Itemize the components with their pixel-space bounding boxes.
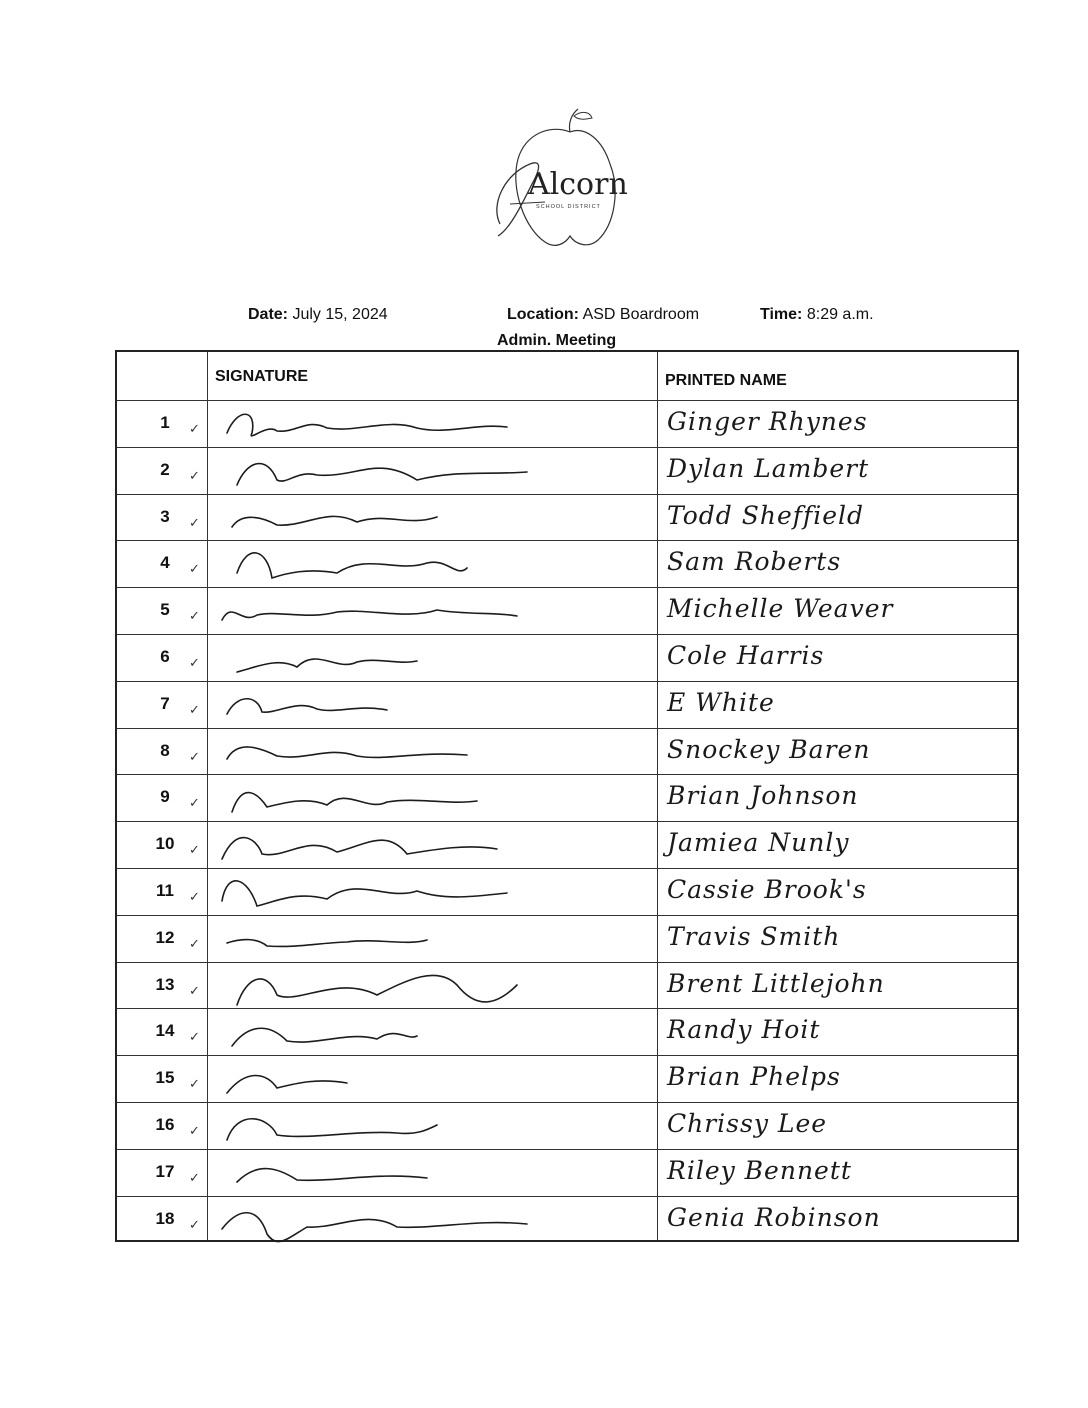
printed-name: Riley Bennett [667, 1155, 852, 1185]
printed-name: Genia Robinson [667, 1202, 881, 1232]
printed-name: Jamiea Nunly [667, 828, 850, 858]
printed-name: Brian Phelps [667, 1062, 841, 1092]
printed-name: Michelle Weaver [667, 594, 894, 624]
handwritten-signature [217, 590, 647, 632]
table-row [117, 728, 1017, 775]
printed-name: Cassie Brook's [667, 875, 867, 904]
handwritten-signature [217, 684, 647, 726]
printed-name: Cole Harris [667, 641, 825, 670]
printed-name: Dylan Lambert [667, 453, 870, 483]
handwritten-signature [217, 497, 647, 539]
handwritten-signature [217, 403, 647, 445]
row-number: 13 [155, 974, 175, 994]
printed-name: Ginger Rhynes [667, 407, 868, 436]
time-label: Time: [760, 306, 803, 323]
row-number: 12 [155, 927, 175, 947]
printed-name-column-header: PRINTED NAME [665, 372, 787, 389]
printed-name: E White [667, 687, 775, 717]
checkmark-icon: ✓ [189, 608, 200, 624]
checkmark-icon: ✓ [189, 561, 200, 577]
checkmark-icon: ✓ [189, 1076, 200, 1092]
row-number: 17 [155, 1161, 175, 1181]
table-row [117, 587, 1017, 634]
table-row [117, 1008, 1017, 1055]
table-row [117, 540, 1017, 587]
printed-name: Randy Hoit [667, 1015, 821, 1045]
apple-logo-icon [470, 104, 660, 254]
handwritten-signature [217, 777, 647, 819]
handwritten-signature [217, 824, 647, 866]
printed-name: Todd Sheffield [667, 500, 865, 530]
row-number: 9 [160, 787, 170, 807]
handwritten-signature [217, 543, 647, 585]
table-row [117, 1149, 1017, 1196]
checkmark-icon: ✓ [189, 467, 200, 483]
printed-name: Sam Roberts [667, 547, 842, 577]
row-number: 6 [160, 647, 170, 666]
checkmark-icon: ✓ [189, 748, 200, 764]
checkmark-icon: ✓ [189, 982, 200, 998]
checkmark-icon: ✓ [189, 1216, 200, 1232]
row-number: 1 [160, 413, 170, 432]
location-field [507, 306, 699, 324]
checkmark-icon: ✓ [189, 421, 200, 436]
checkmark-icon: ✓ [189, 935, 200, 951]
printed-name: Travis Smith [667, 921, 841, 951]
sign-in-table [115, 350, 1019, 1242]
handwritten-signature [217, 1105, 647, 1147]
checkmark-icon: ✓ [189, 889, 200, 904]
printed-name: Brent Littlejohn [667, 968, 885, 998]
checkmark-icon: ✓ [189, 795, 200, 811]
row-number: 15 [155, 1068, 175, 1088]
row-number: 16 [155, 1115, 175, 1134]
handwritten-signature [217, 1011, 647, 1053]
table-row [117, 447, 1017, 494]
handwritten-signature [217, 871, 647, 913]
printed-name: Chrissy Lee [667, 1109, 828, 1138]
date-value: July 15, 2024 [292, 306, 388, 323]
row-number: 18 [155, 1208, 175, 1228]
table-row [117, 1196, 1017, 1243]
handwritten-signature [217, 965, 647, 1007]
handwritten-signature [217, 450, 647, 492]
handwritten-signature [217, 1199, 647, 1241]
row-number: 11 [156, 881, 174, 900]
table-row [117, 868, 1017, 915]
table-row [117, 821, 1017, 868]
location-value: ASD Boardroom [582, 306, 700, 323]
row-number: 2 [160, 459, 170, 479]
checkmark-icon: ✓ [189, 514, 200, 530]
handwritten-signature [217, 918, 647, 960]
signature-column-header: SIGNATURE [215, 368, 309, 385]
handwritten-signature [217, 1058, 647, 1100]
handwritten-signature [217, 637, 647, 679]
row-number: 5 [160, 600, 170, 620]
row-number: 3 [160, 506, 170, 526]
printed-name: Snockey Baren [667, 734, 871, 764]
table-row [117, 915, 1017, 962]
row-number: 8 [160, 740, 170, 760]
handwritten-signature [217, 1152, 647, 1194]
time-value: 8:29 a.m. [806, 306, 874, 323]
checkmark-icon: ✓ [189, 701, 200, 717]
row-number: 10 [155, 834, 175, 854]
alcorn-logo [470, 104, 660, 254]
date-label: Date: [248, 306, 289, 323]
table-row [117, 962, 1017, 1009]
table-row [117, 681, 1017, 728]
checkmark-icon: ✓ [189, 1123, 200, 1138]
location-label: Location: [507, 306, 579, 323]
checkmark-icon: ✓ [189, 1169, 200, 1185]
table-row [117, 774, 1017, 821]
checkmark-icon: ✓ [189, 1029, 200, 1045]
table-row [117, 1102, 1017, 1149]
table-row [117, 400, 1017, 447]
logo-subtitle: SCHOOL DISTRICT [536, 204, 601, 210]
printed-name: Brian Johnson [667, 781, 859, 811]
handwritten-signature [217, 731, 647, 773]
logo-wordmark: Alcorn [528, 167, 628, 202]
checkmark-icon: ✓ [189, 655, 200, 670]
time-field [760, 306, 874, 324]
table-row [117, 1055, 1017, 1102]
table-row [117, 634, 1017, 681]
checkmark-icon: ✓ [189, 842, 200, 858]
table-row [117, 494, 1017, 541]
row-number: 7 [160, 693, 170, 713]
row-number: 4 [160, 553, 170, 573]
meeting-title: Admin. Meeting [497, 332, 617, 349]
date-field [248, 306, 388, 324]
row-number: 14 [155, 1021, 175, 1041]
